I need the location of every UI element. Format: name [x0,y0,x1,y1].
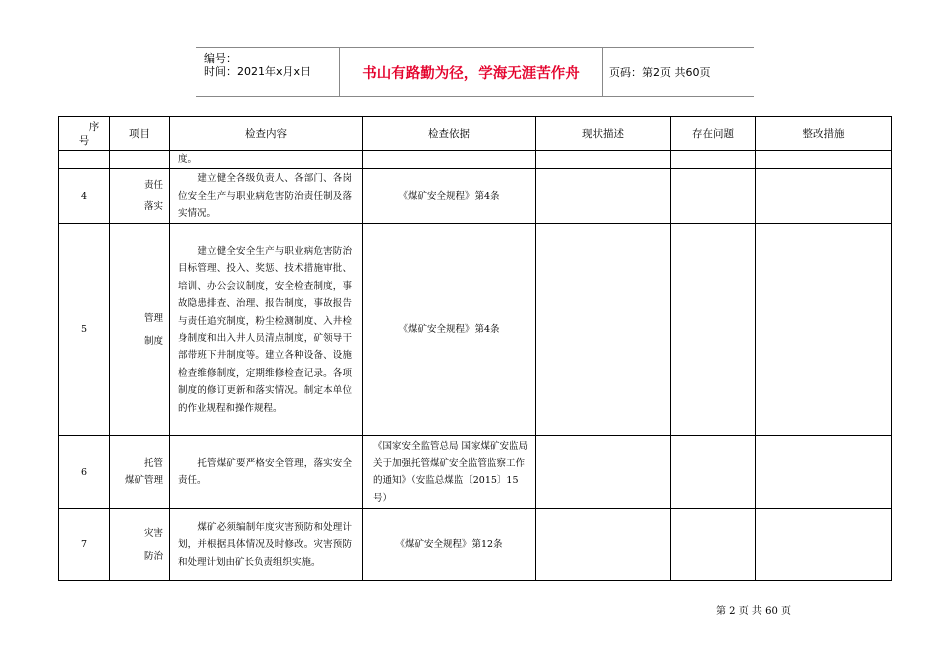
row-seq: 5 [59,224,110,436]
row-basis: 《煤矿安全规程》第12条 [363,509,536,581]
row-measures [756,169,892,224]
table-row [59,169,892,224]
row-item: 管理 制度 [110,224,170,436]
page-footer: 第 2 页 共 60 页 [716,606,791,617]
col-header-item: 项目 [110,117,170,151]
col-header-content: 检查内容 [170,117,363,151]
document-header [196,47,754,97]
row-content: 建立健全安全生产与职业病危害防治目标管理、投入、奖惩、技术措施审批、培训、办公会议制度，安全检查制度，事故隐患排查、治理、报告制度，事故报告与责任追究制度，粉尘检测制度、入井检身制度和出入井人员清点制度，矿领导干部带班下井制度等。建立各种设备、设施检查维修制度，定期维修检查记录。各项制度的修订更新和落实情况。制定本单位的作业规程和操作规程。 [170,224,363,436]
row-problem [671,151,756,169]
col-header-basis: 检查依据 [363,117,536,151]
time-label: 时间：2021年x月x日 [204,65,312,78]
row-status [536,169,671,224]
row-measures [756,436,892,509]
col-header-measures: 整改措施 [756,117,892,151]
row-basis [363,151,536,169]
row-seq: 7 [59,509,110,581]
row-item: 责任 落实 [110,169,170,224]
col-header-seq: 序 号 [59,117,110,151]
row-status [536,436,671,509]
row-content: 煤矿必须编制年度灾害预防和处理计划，并根据具体情况及时修改。灾害预防和处理计划由矿长负责组织实施。 [170,509,363,581]
row-item [110,151,170,169]
row-problem [671,509,756,581]
table-row [59,151,892,169]
row-content: 度。 [170,151,363,169]
row-basis: 《煤矿安全规程》第4条 [363,224,536,436]
row-measures [756,224,892,436]
row-basis: 《煤矿安全规程》第4条 [363,169,536,224]
row-seq: 4 [59,169,110,224]
row-problem [671,224,756,436]
row-basis: 《国家安全监管总局 国家煤矿安监局关于加强托管煤矿安全监管监察工作的通知》（安监总煤监〔2015〕15号） [363,436,536,509]
inspection-table [58,116,892,581]
table-row [59,509,892,581]
table-row [59,224,892,436]
row-status [536,151,671,169]
col-header-problem: 存在问题 [671,117,756,151]
row-seq [59,151,110,169]
table-header-row [59,117,892,151]
col-header-status: 现状描述 [536,117,671,151]
number-label: 编号： [204,52,237,65]
row-seq: 6 [59,436,110,509]
row-problem [671,436,756,509]
row-item: 托管 煤矿管理 [110,436,170,509]
row-item: 灾害 防治 [110,509,170,581]
row-status [536,509,671,581]
row-content: 托管煤矿要严格安全管理，落实安全责任。 [170,436,363,509]
row-measures [756,151,892,169]
row-measures [756,509,892,581]
row-status [536,224,671,436]
header-meta [196,48,339,96]
row-content: 建立健全各级负责人、各部门、各岗位安全生产与职业病危害防治责任制及落实情况。 [170,169,363,224]
header-motto: 书山有路勤为径，学海无涯苦作舟 [339,48,603,96]
header-page-label: 页码：第2页 共60页 [609,66,711,79]
table-row [59,436,892,509]
row-problem [671,169,756,224]
